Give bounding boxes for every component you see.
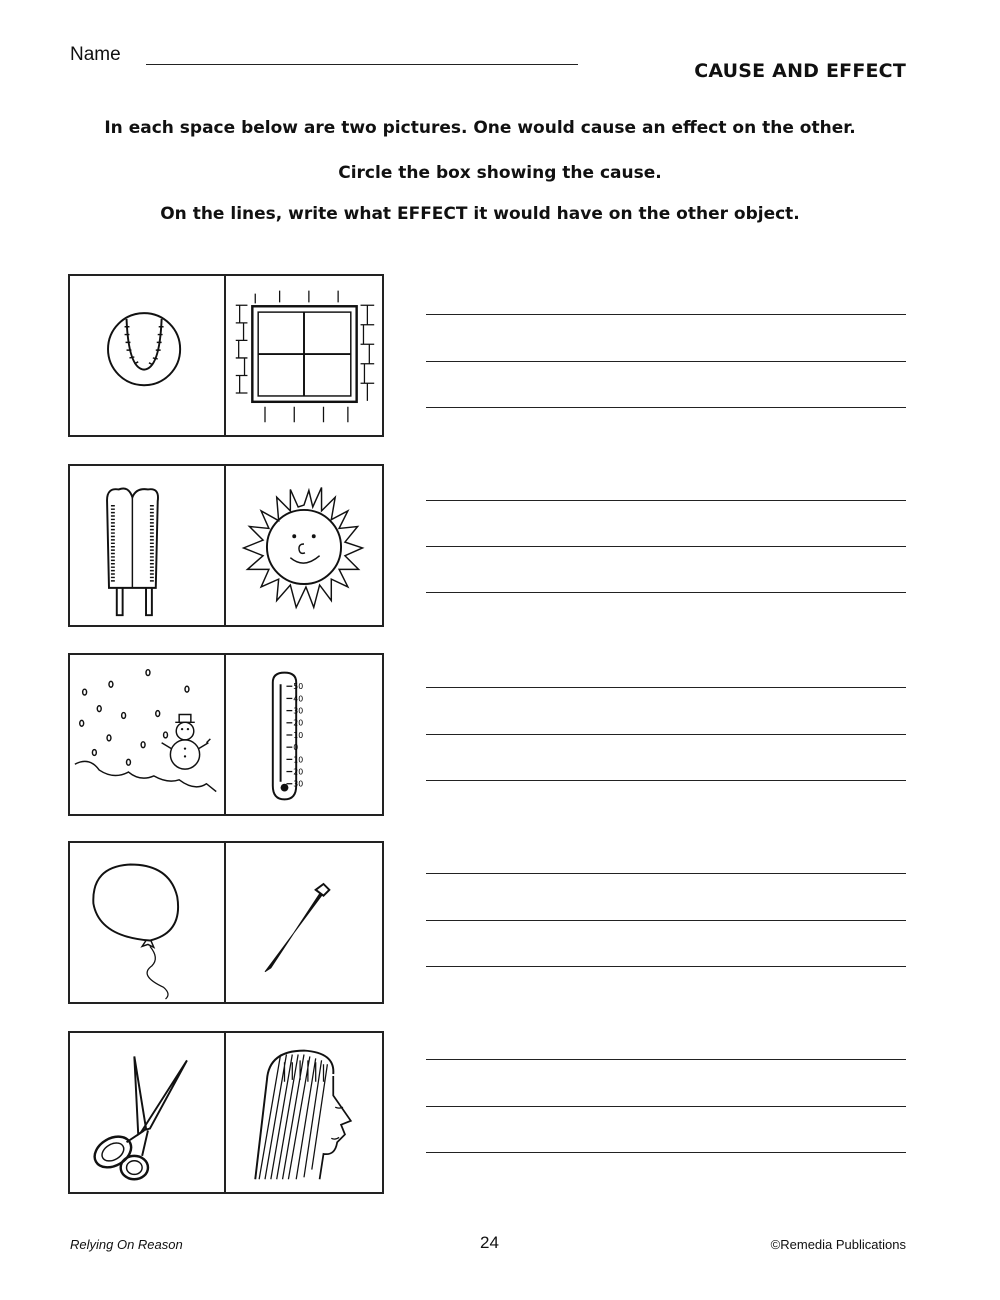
- picture-box-nail[interactable]: [224, 841, 384, 1004]
- exercise-row-5: [68, 1031, 386, 1196]
- girl-hair-icon: [226, 1033, 382, 1192]
- thermometer-tick-label: 10: [293, 730, 304, 740]
- thermometer-tick-label: 30: [293, 779, 304, 789]
- answer-line[interactable]: [426, 1106, 906, 1107]
- answer-line[interactable]: [426, 361, 906, 362]
- baseball-icon: [70, 276, 224, 435]
- exercise-row-3: [68, 653, 386, 818]
- answer-line[interactable]: [426, 546, 906, 547]
- thermometer-tick-label: 10: [293, 755, 304, 765]
- picture-box-snow[interactable]: [68, 653, 226, 816]
- picture-box-baseball[interactable]: [68, 274, 226, 437]
- answer-line[interactable]: [426, 780, 906, 781]
- answer-line[interactable]: [426, 966, 906, 967]
- thermometer-tick-label: 40: [293, 694, 304, 704]
- exercise-row-2: [68, 464, 386, 629]
- popsicle-icon: [70, 466, 224, 625]
- footer-book-title: Relying On Reason: [70, 1237, 183, 1252]
- footer-publisher: ©Remedia Publications: [770, 1237, 906, 1252]
- name-label: Name: [70, 44, 121, 65]
- balloon-icon: [70, 843, 224, 1002]
- exercise-row-1: [68, 274, 386, 439]
- answer-line[interactable]: [426, 407, 906, 408]
- answer-line[interactable]: [426, 920, 906, 921]
- scissors-icon: [70, 1033, 224, 1192]
- answer-line[interactable]: [426, 687, 906, 688]
- picture-box-thermometer[interactable]: [224, 653, 384, 816]
- thermometer-scale: [286, 682, 303, 789]
- thermometer-tick-label: 0: [293, 743, 299, 753]
- page-number: 24: [480, 1233, 499, 1252]
- picture-box-popsicle[interactable]: [68, 464, 226, 627]
- answer-line[interactable]: [426, 314, 906, 315]
- picture-box-window[interactable]: [224, 274, 384, 437]
- window-icon: [226, 276, 382, 435]
- name-line[interactable]: [146, 64, 578, 65]
- picture-box-sun[interactable]: [224, 464, 384, 627]
- exercise-row-4: [68, 841, 386, 1006]
- picture-box-scissors[interactable]: [68, 1031, 226, 1194]
- answer-line[interactable]: [426, 500, 906, 501]
- thermometer-tick-label: 20: [293, 718, 304, 728]
- instruction-2: Circle the box showing the cause.: [338, 163, 662, 183]
- answer-line[interactable]: [426, 592, 906, 593]
- picture-box-hair[interactable]: [224, 1031, 384, 1194]
- page-title: CAUSE AND EFFECT: [694, 60, 906, 82]
- instruction-3: On the lines, write what EFFECT it would have on the other object.: [160, 204, 800, 224]
- answer-line[interactable]: [426, 1059, 906, 1060]
- answer-line[interactable]: [426, 873, 906, 874]
- sun-icon: [226, 466, 382, 625]
- answer-line[interactable]: [426, 734, 906, 735]
- picture-box-balloon[interactable]: [68, 841, 226, 1004]
- nail-icon: [226, 843, 382, 1002]
- thermometer-tick-label: 50: [293, 682, 304, 692]
- thermometer-tick-label: 20: [293, 767, 304, 777]
- thermometer-tick-label: 30: [293, 706, 304, 716]
- answer-line[interactable]: [426, 1152, 906, 1153]
- instruction-1: In each space below are two pictures. One would cause an effect on the other.: [104, 118, 856, 138]
- snowman-scene-icon: [70, 655, 224, 814]
- thermometer-icon: [226, 655, 382, 814]
